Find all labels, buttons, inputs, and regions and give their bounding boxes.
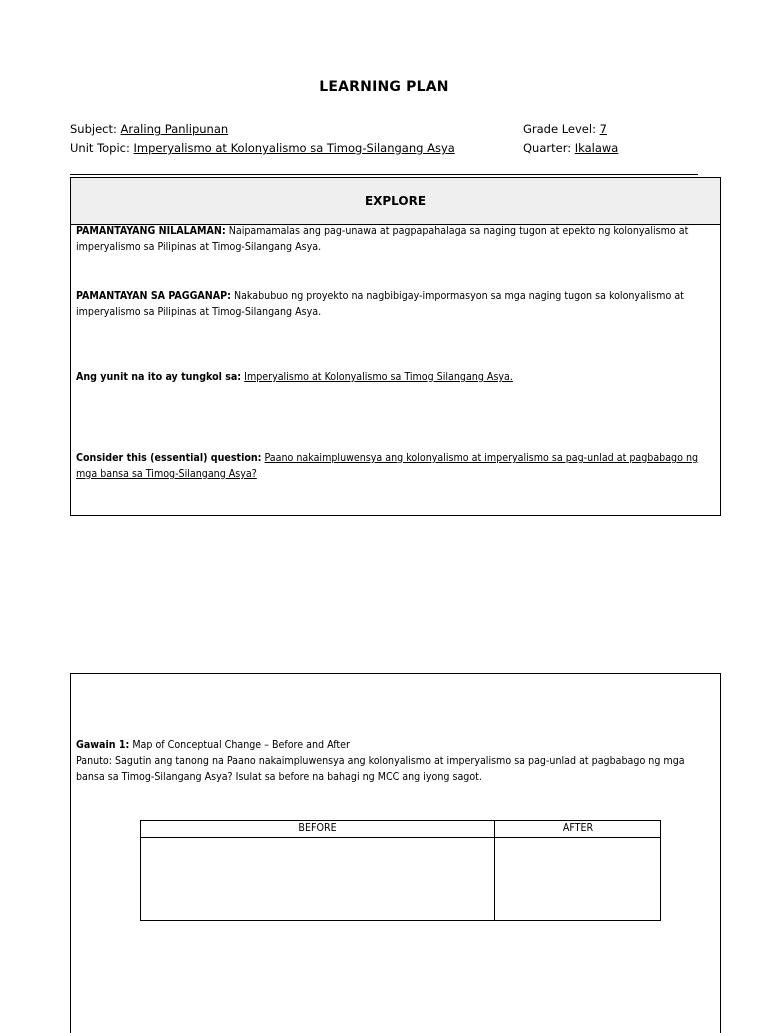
pamantayan-sa-pagganap: [76, 288, 706, 320]
mcc-table: [140, 820, 661, 921]
header-divider: [70, 174, 698, 175]
essential-question: [76, 450, 706, 482]
unit-topic-value: Imperyalismo at Kolonyalismo sa Timog-Silangang Asya: [133, 141, 455, 155]
after-header: AFTER: [562, 822, 594, 834]
quarter-row: [523, 139, 618, 158]
unit-topic-row: [70, 139, 455, 158]
subject-label: Subject:: [70, 122, 117, 136]
gawain-title: Map of Conceptual Change – Before and After: [132, 739, 350, 751]
explore-section: [70, 177, 721, 516]
unit-about: [76, 369, 706, 385]
gawain-title-line: [76, 737, 706, 753]
question-text: Paano nakaimpluwensya ang kolonyalismo at imperyalismo sa pag-unlad at pagbabago ng mga bansa sa Timog-Silangang Asya?: [76, 452, 699, 480]
quarter-label: Quarter:: [523, 141, 572, 155]
subject-value: Araling Panlipunan: [120, 122, 229, 136]
explore-heading: EXPLORE: [71, 178, 720, 225]
before-header: BEFORE: [298, 822, 337, 834]
panuto-text: Panuto: Sagutin ang tanong na Paano nakaimpluwensya ang kolonyalismo at imperyalismo sa pag-unlad at pagbabago ng mga bansa sa Timog-Silangang Asya? Isulat sa before na bahagi ng MCC ang iyong sagot.: [76, 755, 685, 783]
grade-level-value: 7: [599, 122, 607, 136]
grade-level-label: Grade Level:: [523, 122, 596, 136]
yunit-text: Imperyalismo at Kolonyalismo sa Timog Silangang Asya.: [244, 371, 513, 383]
pamantayang-nilalaman: [76, 223, 706, 255]
nilalaman-label: PAMANTAYANG NILALAMAN:: [76, 225, 226, 237]
grade-level-row: [523, 120, 607, 139]
gawain-label: Gawain 1:: [76, 739, 130, 751]
unit-topic-label: Unit Topic:: [70, 141, 130, 155]
pagganap-text: Nakabubuo ng proyekto na nagbibigay-impormasyon sa mga naging tugon sa kolonyalismo at imperyalismo sa Pilipinas at Timog-Silangang Asya.: [76, 290, 684, 318]
nilalaman-text: Naipamamalas ang pag-unawa at pagpapahalaga sa naging tugon at epekto ng kolonyalismo at imperyalismo sa Pilipinas at Timog-Silangang Asya.: [76, 225, 689, 253]
quarter-value: Ikalawa: [574, 141, 619, 155]
pagganap-label: PAMANTAYAN SA PAGGANAP:: [76, 290, 231, 302]
page-title: LEARNING PLAN: [319, 79, 449, 95]
gawain-section: [70, 673, 721, 1033]
yunit-label: Ang yunit na ito ay tungkol sa:: [76, 371, 242, 383]
subject-row: [70, 120, 228, 139]
question-label: Consider this (essential) question:: [76, 452, 262, 464]
